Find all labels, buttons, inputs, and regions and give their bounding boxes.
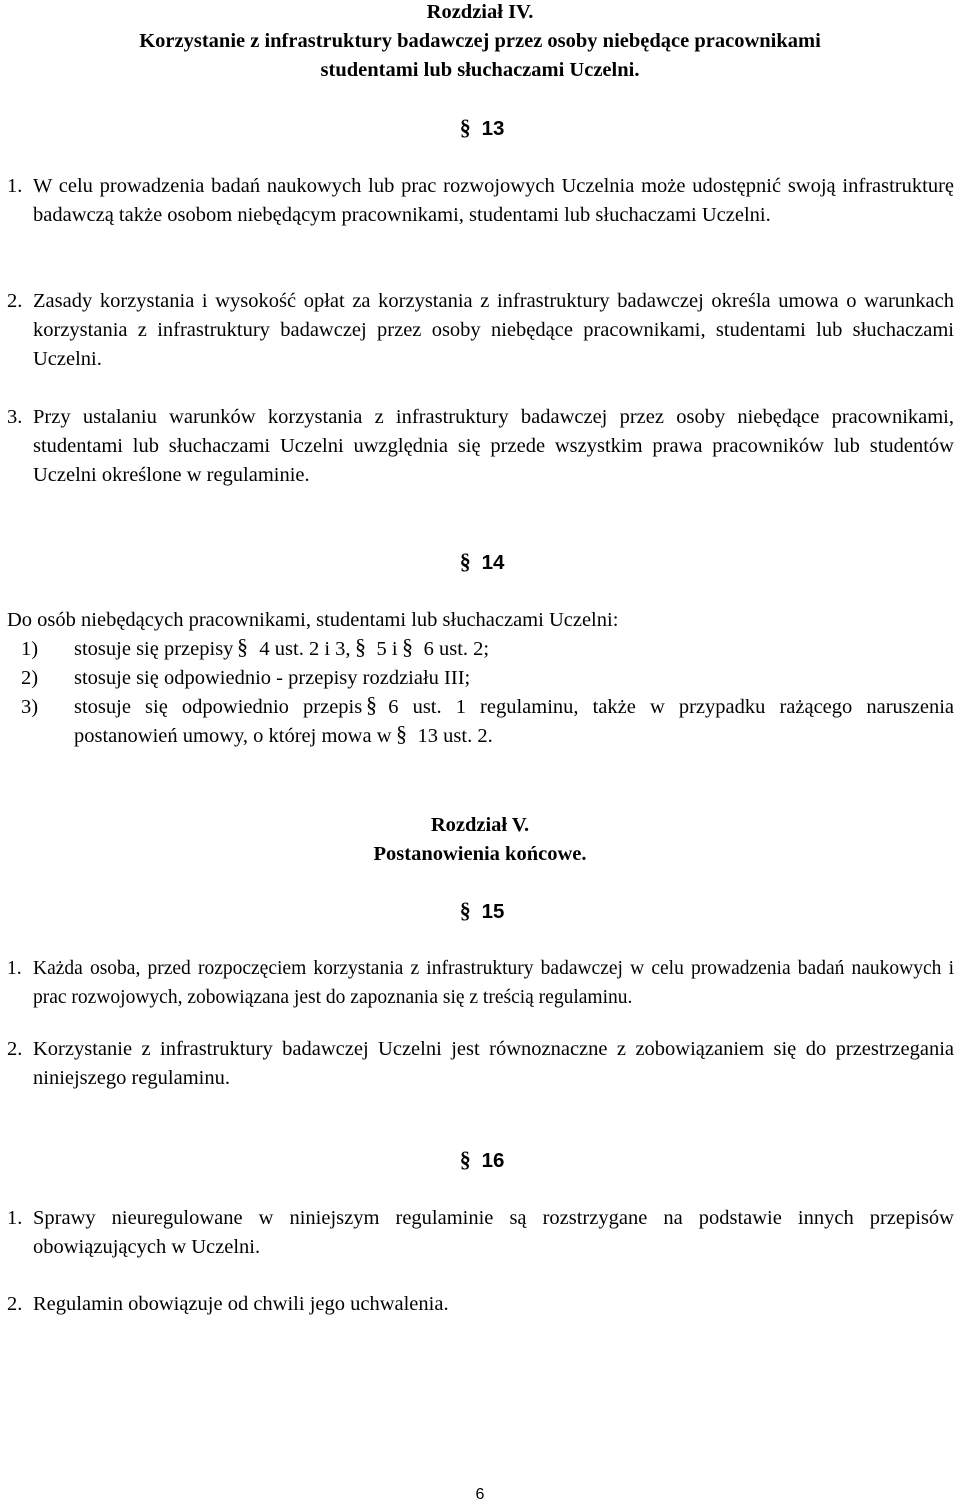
svg-text:§: § (401, 634, 413, 659)
paragraph-15-1 (7, 954, 954, 1012)
paragraph-number: 1. (7, 1207, 23, 1229)
section-sign-icon (400, 636, 420, 658)
svg-text:§: § (459, 114, 471, 140)
chapter-title-line2: studentami lub słuchaczami Uczelni. (320, 59, 640, 81)
section-heading-14 (0, 548, 960, 577)
chapter-number: Rozdział IV. (426, 1, 534, 23)
paragraph-13-1 (7, 172, 954, 230)
section-sign-icon (458, 899, 478, 921)
paragraph-number: 2. (7, 1038, 23, 1060)
section-number: 13 (481, 117, 505, 140)
paragraph-text: Każda osoba, przed rozpoczęciem korzystania z infrastruktury badawczej w celu prowadzenia badań naukowych i prac rozwojowych, zobowiązana jest do zapoznania się z treścią regulaminu. (33, 958, 954, 1008)
section-heading-13 (0, 114, 960, 143)
list-item-number: 3) (21, 696, 39, 718)
svg-text:§: § (354, 634, 366, 659)
item-text-part: 13 ust. 2. (417, 725, 493, 747)
chapter-heading (0, 0, 960, 85)
paragraph-text: Sprawy nieuregulowane w niniejszym regulaminie są rozstrzygane na podstawie innych przepisów obowiązujących w Uczelni. (33, 1207, 954, 1258)
chapter-title: Postanowienia końcowe. (373, 843, 587, 865)
paragraph-16-1 (7, 1204, 954, 1262)
paragraph-text: Regulamin obowiązuje od chwili jego uchwalenia. (33, 1293, 449, 1315)
section-sign-icon (235, 636, 255, 658)
list-item-number: 2) (21, 667, 39, 689)
section-heading-15 (0, 897, 960, 926)
svg-text:§: § (237, 634, 249, 659)
paragraph-13-3 (7, 403, 954, 490)
svg-text:§: § (395, 721, 407, 746)
paragraph-15-2 (7, 1035, 954, 1093)
section-sign-icon (458, 1148, 478, 1170)
paragraph-16-2 (7, 1290, 954, 1319)
section-number: 16 (481, 1149, 505, 1172)
section-sign-icon (458, 550, 478, 572)
paragraph-text: W celu prowadzenia badań naukowych lub prac rozwojowych Uczelnia może udostępnić swoją infrastrukturę badawczą także osobom niebędącym pracownikami, studentami lub słuchaczami Uczelni. (33, 175, 954, 226)
section-sign-icon (353, 636, 373, 658)
chapter-title-line1: Korzystanie z infrastruktury badawczej przez osoby niebędące pracownikami (139, 30, 821, 52)
page-number: 6 (475, 1486, 485, 1503)
item-text-part: stosuje się odpowiednio przepis (74, 696, 363, 718)
chapter-heading (0, 811, 960, 869)
paragraph-text: Zasady korzystania i wysokość opłat za korzystania z infrastruktury badawczej określa umowa o warunkach korzystania z infrastruktury badawczej przez osoby niebędące pracownikami, studentami lub słuchaczami Uczelni. (33, 290, 954, 370)
svg-text:§: § (459, 897, 471, 923)
item-text-part: 4 ust. 2 i 3, (259, 638, 351, 660)
paragraph-text: Przy ustalaniu warunków korzystania z infrastruktury badawczej przez osoby niebędące pracownikami, studentami lub słuchaczami Uczelni uwzględnia się przede wszystkim prawa pracowników lub studentów Uczelni określone w regulaminie. (33, 406, 954, 486)
paragraph-number: 2. (7, 1293, 23, 1315)
paragraph-number: 2. (7, 290, 23, 312)
list-item-text (7, 693, 954, 751)
list-item-text (74, 635, 489, 664)
paragraph-number: 1. (7, 958, 22, 979)
paragraph-number: 1. (7, 175, 23, 197)
paragraph-text: Korzystanie z infrastruktury badawczej Uczelni jest równoznaczne z zobowiązaniem się do przestrzegania niniejszego regulaminu. (33, 1038, 954, 1089)
chapter-number: Rozdział V. (430, 814, 530, 836)
section-sign-icon (458, 116, 478, 138)
paragraph-13-2 (7, 287, 954, 374)
section-sign-icon (364, 694, 384, 716)
svg-text:§: § (366, 692, 378, 717)
svg-text:§: § (459, 1146, 471, 1172)
list-item-text: stosuje się odpowiednio - przepisy rozdziału III; (74, 667, 471, 689)
section-number: 15 (481, 900, 505, 923)
section-heading-16 (0, 1146, 960, 1175)
item-text-part: 5 i (376, 638, 398, 660)
section-sign-icon (394, 723, 414, 745)
item-text-part: 6 ust. 1 regulaminu, także w przypadku rażącego naruszenia postanowień umowy, o której mowa w (74, 696, 954, 747)
svg-text:§: § (459, 548, 471, 574)
item-text-part: 6 ust. 2; (423, 638, 490, 660)
list-item-number: 1) (21, 638, 39, 660)
section-number: 14 (481, 551, 505, 574)
paragraph-number: 3. (7, 406, 23, 428)
item-text-part: stosuje się przepisy (74, 638, 234, 660)
list-item-14-3 (7, 693, 954, 751)
section-14-intro: Do osób niebędących pracownikami, studentami lub słuchaczami Uczelni: (7, 609, 619, 631)
